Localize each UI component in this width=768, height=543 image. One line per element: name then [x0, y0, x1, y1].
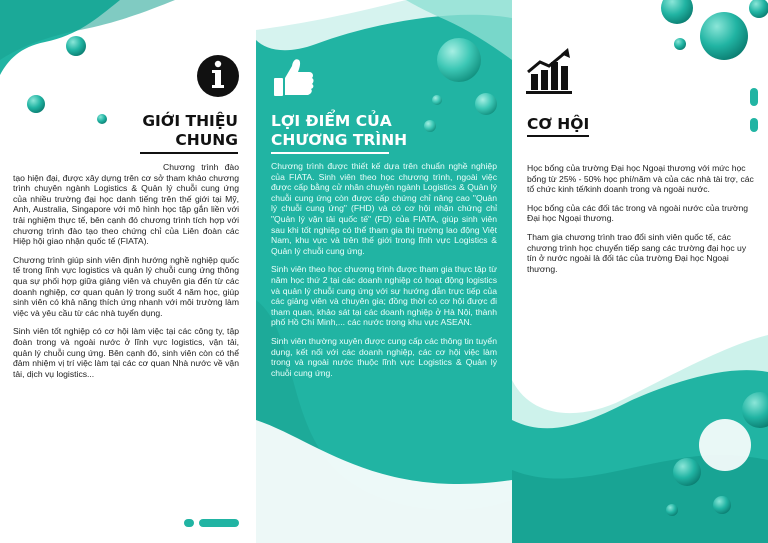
- benefits-title-underline: [271, 152, 389, 154]
- growth-chart-icon: [526, 48, 572, 94]
- page-pill: [199, 519, 239, 527]
- decor-bubble: [713, 496, 731, 514]
- opportunity-title-underline: [527, 135, 589, 137]
- decor-bubble: [674, 38, 686, 50]
- decor-bubble: [673, 458, 701, 486]
- decor-bubble: [424, 120, 436, 132]
- benefits-paragraph: Sinh viên thường xuyên được cung cấp các thông tin tuyển dụng, kết nối với các doanh nghiệp, các cơ hội việc làm trong và ngoài nước thuộc lĩnh vực Logistics & Quản lý chuỗi cung ứng.: [271, 335, 497, 378]
- decor-bubble: [432, 95, 442, 105]
- intro-panel: [0, 0, 256, 543]
- intro-paragraph: Chương trình giúp sinh viên định hướng nghề nghiệp quốc tế trong lĩnh vực logistics và quản lý chuỗi cung ứng thông qua sự phối hợp giữa giảng viên và chuyên gia đến từ các doanh nghiệp, cơ quan quản lý trong suốt 4 năm học, giúp sinh viên có khả năng thích ứng nhanh với môi trường làm việc và yêu cầu từ các nhà tuyển dụng.: [13, 254, 239, 318]
- intro-title-line1: GIỚI THIỆU: [142, 112, 238, 130]
- decor-bubble: [437, 38, 481, 82]
- decor-bubble: [700, 12, 748, 60]
- decor-bubble: [699, 419, 751, 471]
- decor-bubble: [749, 0, 768, 18]
- benefits-paragraph: Sinh viên theo học chương trình được tham gia thực tập từ năm học thứ 2 tại các doanh nghiệp có hoạt động logistics và quản lý chuỗi cung ứng với sự hướng dẫn trực tiếp của các giảng viên và chuyên gia; đồng thời có cơ hội được đi tham quan, khảo sát tại các doanh nghiệp ở Hà Nội, thành phố Hồ Chí Minh,... các nước trong khu vực ASEAN.: [271, 264, 497, 328]
- benefits-title: [271, 112, 407, 150]
- opportunity-body: [527, 163, 755, 282]
- decor-bubble: [666, 504, 678, 516]
- intro-title-line2: CHUNG: [175, 131, 238, 149]
- intro-body: [13, 162, 239, 387]
- intro-paragraph: Chương trình đào tạo hiện đại, được xây dựng trên cơ sở tham khảo chương trình chuyên ngành Logistics & Quản lý chuỗi cung ứng của nhiều trường đại học danh tiếng trên thế giới tại Mỹ, Anh, Australia, Singapore với mô hình học tập gắn liền với trải nghiệm thực tế, bên cạnh đó chương trình tích hợp với chương trình đào tạo theo chứng chỉ của Liên đoàn các Hiệp hội giao nhận quốc tế (FIATA).: [13, 162, 239, 247]
- opportunity-paragraph: Tham gia chương trình trao đổi sinh viên quốc tế, các chương trình học chuyển tiếp sang các trường đại học uy tín ở nước ngoài là đối tác của trường Đại học Ngoại thương.: [527, 231, 747, 274]
- decor-bubble: [27, 95, 45, 113]
- thumbs-up-icon: [274, 59, 314, 96]
- opportunity-paragraph: Học bổng của các đối tác trong và ngoài nước của trường Đại học Ngoại thương.: [527, 202, 749, 224]
- benefits-title-line1: LỢI ĐIỂM CỦA: [271, 112, 392, 130]
- decor-bubble: [475, 93, 497, 115]
- decor-bubble: [66, 36, 86, 56]
- intro-title: [142, 112, 238, 150]
- page-pill: [750, 88, 758, 106]
- intro-paragraph: Sinh viên tốt nghiệp có cơ hội làm việc tại các công ty, tập đoàn trong và ngoài nước ở lĩnh vực logistics, vận tải, quản lý chuỗi cung ứng. Bên cạnh đó, sinh viên còn có thể đảm nhiệm vị trí việc làm tại các cơ quan Nhà nước về vận tải, dịch vụ logistics...: [13, 326, 239, 379]
- intro-title-underline: [140, 152, 238, 154]
- opportunity-paragraph: Học bổng của trường Đại học Ngoại thương với mức học bổng từ 25% - 50% học phí/năm và của các nhà tài trợ, các tổ chức kinh tế/kinh doanh trong và ngoài nước.: [527, 163, 754, 195]
- benefits-body: [271, 161, 497, 386]
- page-dot: [184, 519, 194, 527]
- decor-bubble: [661, 0, 693, 24]
- benefits-title-line2: CHƯƠNG TRÌNH: [271, 131, 408, 149]
- page-pill: [750, 118, 758, 132]
- benefits-panel: [256, 0, 512, 543]
- opportunity-panel: [512, 0, 768, 543]
- benefits-paragraph: Chương trình được thiết kế dựa trên chuẩn nghề nghiệp của FIATA. Sinh viên theo học chương trình, ngoài việc được cấp bằng cử nhân chuyên ngành Logistics & Quản lý chuỗi cung ứng còn được cấp chứng chỉ nâng cao "Quản lý chuỗi cung ứng" (FHD) và có cơ hội nhận chứng chỉ "Quản lý vận tải quốc tế" (FD) của FIATA, giúp sinh viên sau khi tốt nghiệp có thể tham gia thị trường lao động Việt Nam, khu vực và trên thế giới trong lĩnh vực Logistics & Quản lý chuỗi cung ứng.: [271, 161, 497, 256]
- opportunity-title: CƠ HỘI: [527, 115, 590, 133]
- decor-bubble: [97, 114, 107, 124]
